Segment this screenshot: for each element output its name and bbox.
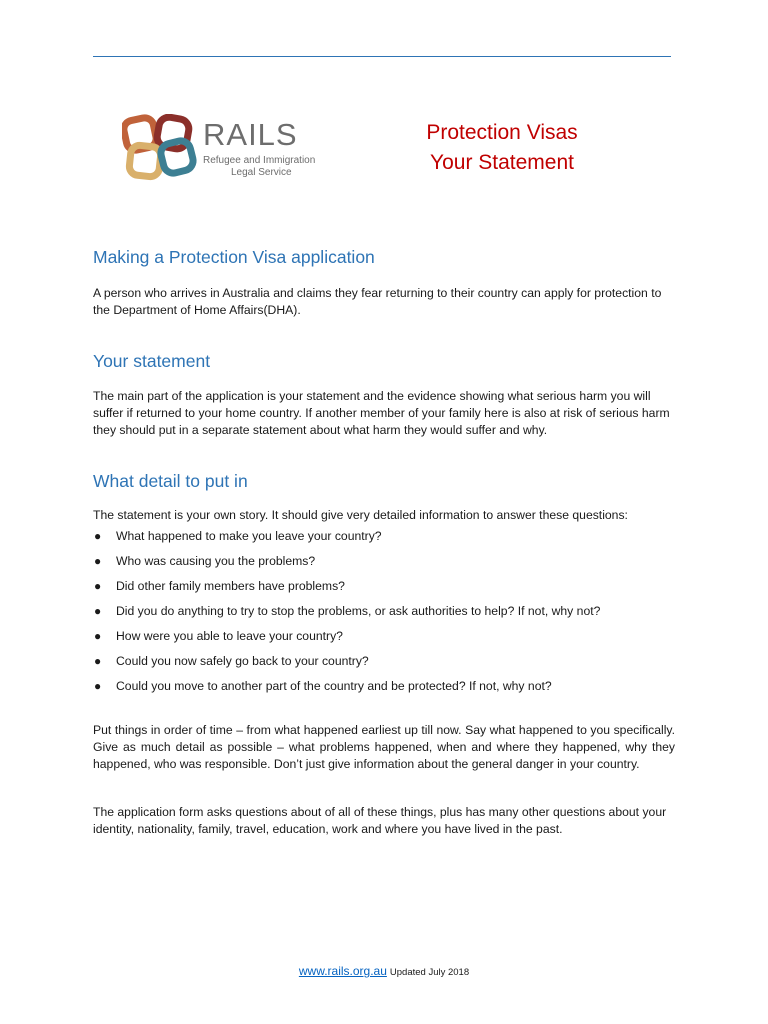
bullet-icon: ●	[94, 654, 102, 668]
bullet-icon: ●	[94, 679, 102, 693]
heading-your-statement: Your statement	[93, 351, 211, 371]
rails-logo	[122, 114, 322, 184]
rails-website-link[interactable]: www.rails.org.au	[298, 964, 387, 978]
list-item-text: Who was causing you the problems?	[116, 554, 316, 568]
rails-logo-rings-icon	[122, 114, 202, 184]
order-of-time-text: Put things in order of time – from what happened earliest up till now. Say what happened to you specifically. Give as much detail as possible – what problems happened, when and where they happened, why they happened, who was responsible. Don’t just give information about the general danger in your country.	[93, 723, 675, 771]
list-item	[93, 678, 675, 703]
bullet-icon: ●	[94, 529, 102, 543]
list-item	[93, 578, 675, 603]
list-item-text: What happened to make you leave your country?	[116, 529, 382, 543]
page-footer	[0, 964, 768, 978]
heading-what-detail: What detail to put in	[93, 471, 248, 491]
list-item	[93, 603, 675, 628]
logo-tagline-line2: Legal Service	[231, 167, 292, 178]
question-list	[93, 528, 675, 703]
list-item-text: Did you do anything to try to stop the problems, or ask authorities to help? If not, why not?	[116, 604, 601, 618]
bullet-icon: ●	[94, 554, 102, 568]
your-statement-text: The main part of the application is your statement and the evidence showing what serious harm you will suffer if returned to your home country. If another member of your family here is also at risk of serious harm they should put in a separate statement about what harm they would suffer and why.	[93, 389, 670, 437]
list-item	[93, 553, 675, 578]
what-detail-intro: The statement is your own story. It should give very detailed information to answer these questions:	[93, 508, 628, 522]
list-item	[93, 628, 675, 653]
bullet-icon: ●	[94, 604, 102, 618]
list-item	[93, 653, 675, 678]
list-item	[93, 528, 675, 553]
document-title-line1: Protection Visas	[426, 121, 578, 144]
document-title-line2: Your Statement	[430, 151, 574, 174]
list-item-text: How were you able to leave your country?	[116, 629, 343, 643]
list-item-text: Did other family members have problems?	[116, 579, 345, 593]
updated-date: Updated July 2018	[389, 967, 470, 978]
application-form-text: The application form asks questions about of all of these things, plus has many other questions about your identity, nationality, family, travel, education, work and where you have lived in the past.	[93, 805, 667, 836]
document-title	[402, 118, 602, 178]
heading-making-application: Making a Protection Visa application	[93, 247, 375, 267]
logo-tagline	[203, 155, 323, 179]
logo-name: RAILS	[203, 117, 298, 152]
logo-tagline-line1: Refugee and Immigration	[203, 155, 316, 166]
list-item-text: Could you move to another part of the country and be protected? If not, why not?	[116, 679, 552, 693]
bullet-icon: ●	[94, 629, 102, 643]
header-rule	[93, 56, 671, 57]
making-application-text: A person who arrives in Australia and claims they fear returning to their country can apply for protection to the Department of Home Affairs(DHA).	[93, 286, 662, 317]
bullet-icon: ●	[94, 579, 102, 593]
list-item-text: Could you now safely go back to your country?	[116, 654, 369, 668]
